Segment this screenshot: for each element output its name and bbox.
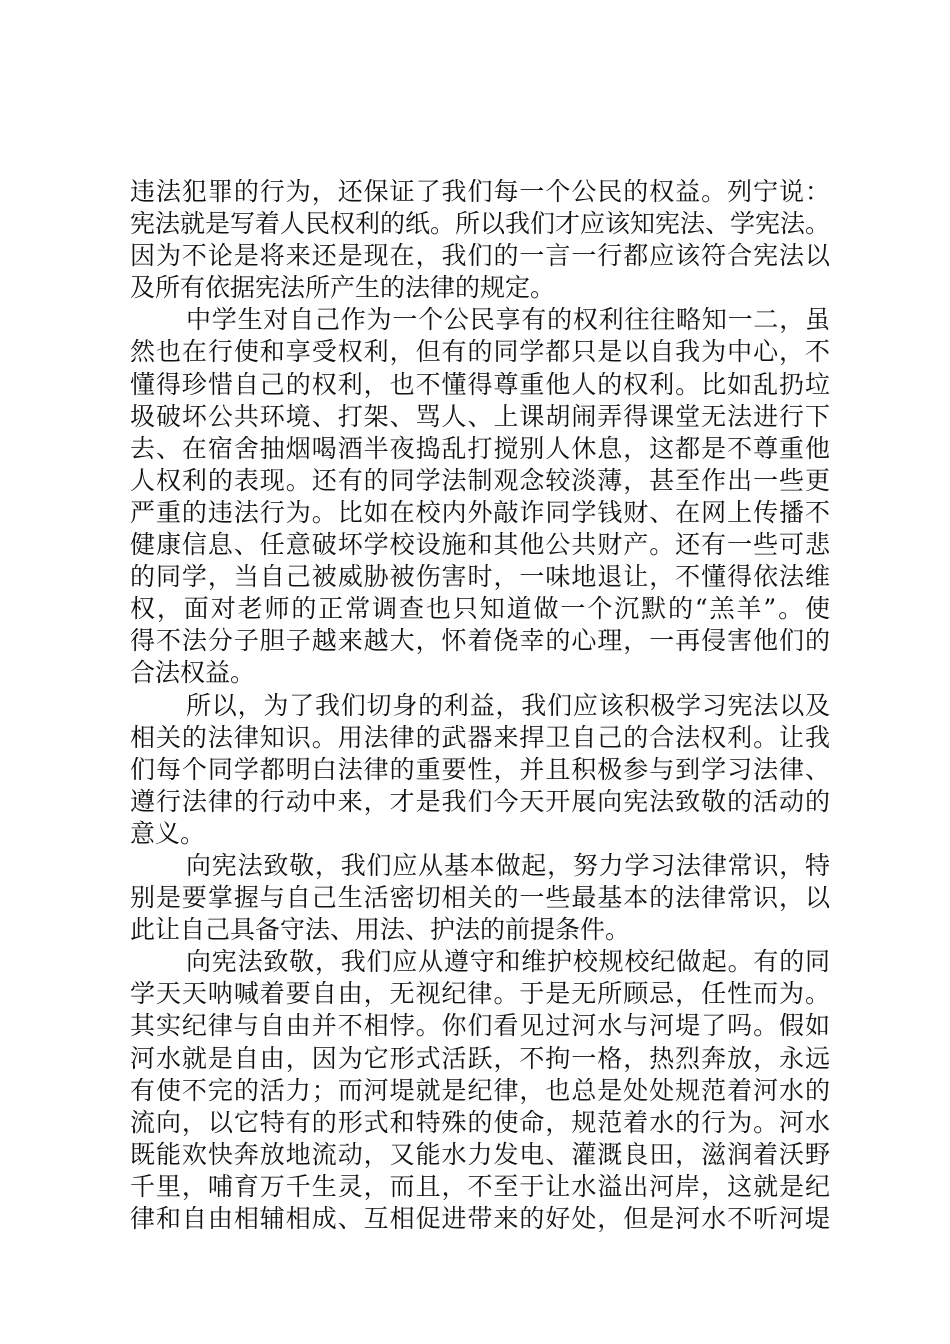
text-line: 严重的违法行为。比如在校内外敲诈同学钱财、在网上传播不 — [130, 497, 830, 527]
text-line: 健康信息、任意破坏学校设施和其他公共财产。还有一些可悲 — [130, 530, 830, 560]
text-line: 合法权益。 — [130, 658, 256, 688]
text-line: 此让自己具备守法、用法、护法的前提条件。 — [130, 915, 631, 945]
text-line: 千里，哺育万千生灵，而且，不至于让水溢出河岸，这就是纪 — [130, 1171, 830, 1201]
text-line: 懂得珍惜自己的权利，也不懂得尊重他人的权利。比如乱扔垃 — [130, 369, 830, 399]
document-body — [130, 176, 830, 1235]
text-line: 其实纪律与自由并不相悖。你们看见过河水与河堤了吗。假如 — [130, 1011, 830, 1041]
text-line: 相关的法律知识。用法律的武器来捍卫自己的合法权利。让我 — [130, 722, 830, 752]
text-line: 中学生对自己作为一个公民享有的权利往往略知一二，虽 — [186, 305, 830, 335]
text-line: 及所有依据宪法所产生的法律的规定。 — [130, 273, 556, 303]
text-line: 违法犯罪的行为，还保证了我们每一个公民的权益。列宁说： — [130, 177, 830, 206]
text-line: 权，面对老师的正常调查也只知道做一个沉默的“羔羊”。使 — [130, 594, 830, 624]
text-line: 人权利的表现。还有的同学法制观念较淡薄，甚至作出一些更 — [130, 465, 830, 495]
text-line: 别是要掌握与自己生活密切相关的一些最基本的法律常识，以 — [130, 883, 830, 913]
text-line: 宪法就是写着人民权利的纸。所以我们才应该知宪法、学宪法。 — [130, 209, 831, 239]
text-line: 所以，为了我们切身的利益，我们应该积极学习宪法以及 — [186, 690, 830, 720]
text-line: 的同学，当自己被威胁被伤害时，一味地退让，不懂得依法维 — [130, 562, 830, 592]
text-line: 遵行法律的行动中来，才是我们今天开展向宪法致敬的活动的 — [130, 786, 830, 816]
text-line: 律和自由相辅相成、互相促进带来的好处，但是河水不听河堤 — [130, 1204, 830, 1233]
text-line: 然也在行使和享受权利，但有的同学都只是以自我为中心，不 — [130, 337, 830, 367]
text-line: 有使不完的活力；而河堤就是纪律，也总是处处规范着河水的 — [130, 1075, 830, 1105]
text-line: 去、在宿舍抽烟喝酒半夜捣乱打搅别人休息，这都是不尊重他 — [130, 433, 830, 463]
text-line: 得不法分子胆子越来越大，怀着侥幸的心理，一再侵害他们的 — [130, 626, 830, 656]
text-line: 因为不论是将来还是现在，我们的一言一行都应该符合宪法以 — [130, 241, 830, 271]
text-line: 流向，以它特有的形式和特殊的使命，规范着水的行为。河水 — [130, 1107, 830, 1137]
text-line: 们每个同学都明白法律的重要性，并且积极参与到学习法律、 — [130, 754, 830, 784]
text-line: 既能欢快奔放地流动，又能水力发电、灌溉良田，滋润着沃野 — [130, 1139, 830, 1169]
text-line: 学天天呐喊着要自由，无视纪律。于是无所顾忌，任性而为。 — [130, 979, 830, 1009]
text-line: 向宪法致敬，我们应从基本做起，努力学习法律常识，特 — [186, 850, 830, 880]
text-line: 向宪法致敬，我们应从遵守和维护校规校纪做起。有的同 — [186, 947, 830, 977]
text-line: 圾破坏公共环境、打架、骂人、上课胡闹弄得课堂无法进行下 — [130, 401, 830, 431]
text-line: 意义。 — [130, 818, 206, 848]
text-line: 河水就是自由，因为它形式活跃，不拘一格，热烈奔放，永远 — [130, 1043, 830, 1073]
